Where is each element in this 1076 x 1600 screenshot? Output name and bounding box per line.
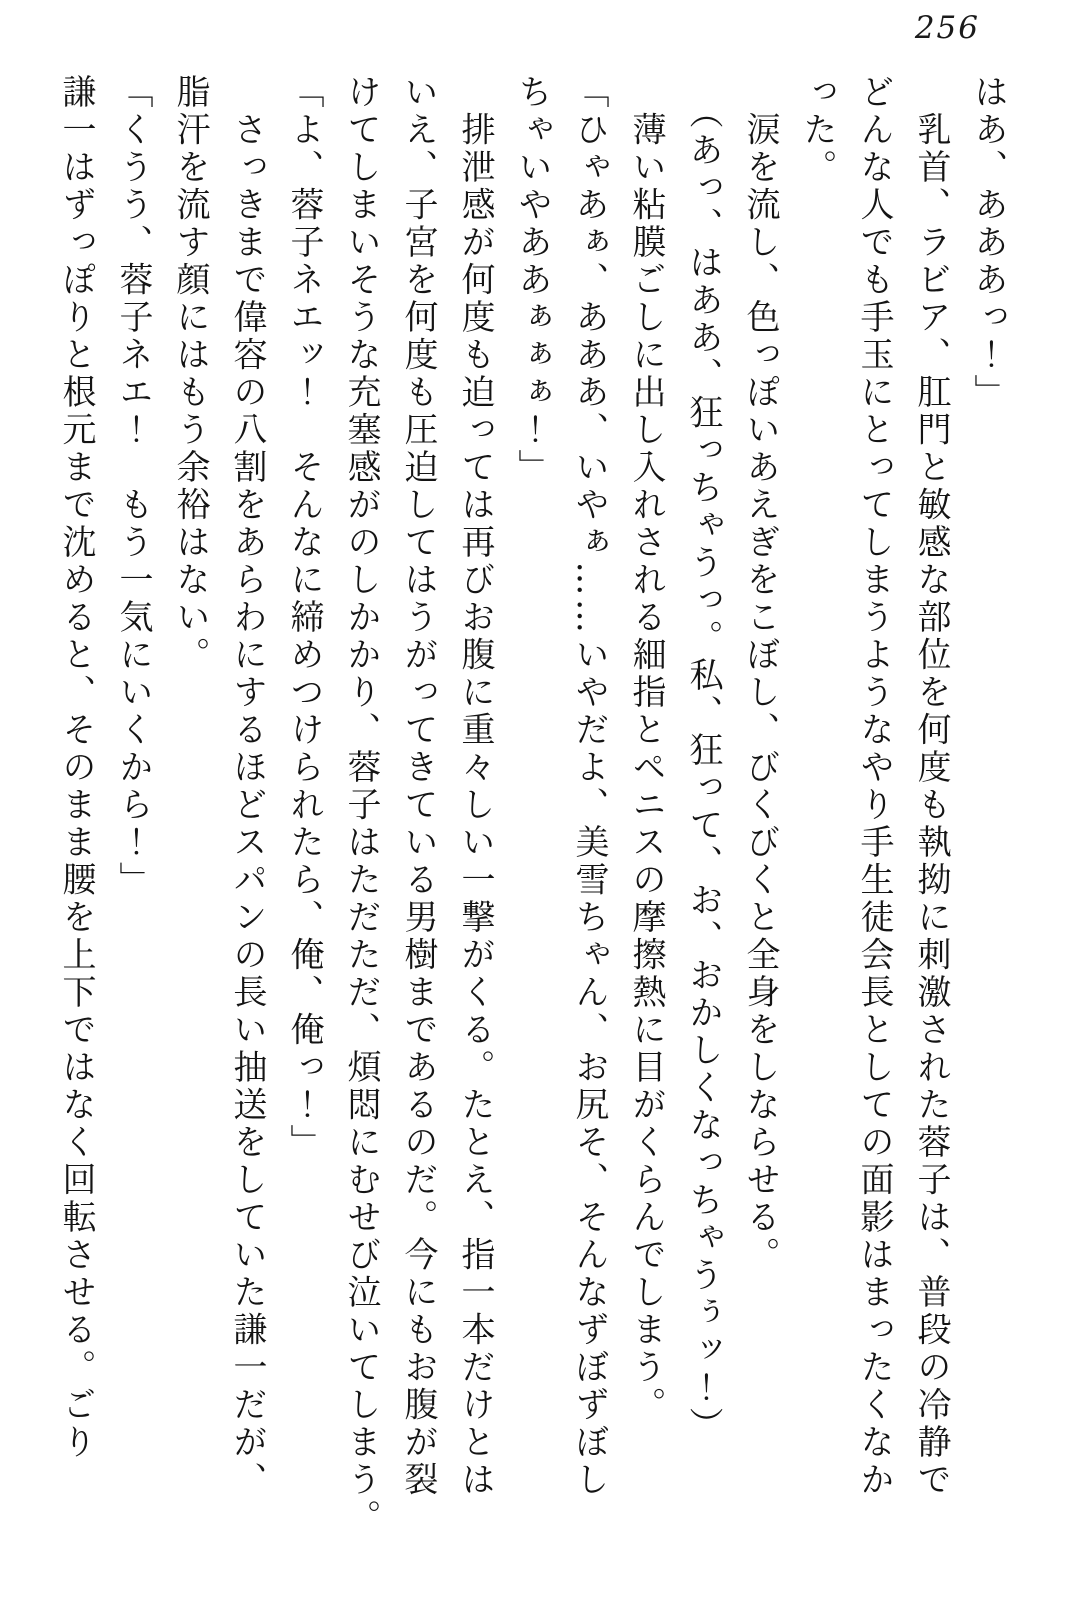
- text-line: ちゃいやああぁぁぁ！」: [512, 74, 552, 487]
- text-line: 「よ、蓉子ネエッ！ そんなに締めつけられたら、俺、俺っ！」: [284, 74, 324, 1162]
- page-number: 256: [914, 10, 980, 46]
- text-line: 涙を流し、色っぽいあえぎをこぼし、びくびくと全身をしならせる。: [740, 74, 780, 1274]
- text-block: [47, 74, 1016, 1536]
- text-line: けてしまいそうな充塞感がのしかかり、蓉子はただただ、煩悶にむせび泣いてしまう。: [341, 74, 381, 1537]
- text-line: 脂汗を流す顔にはもう余裕はない。: [170, 74, 210, 674]
- text-line: いえ、子宮を何度も圧迫してはうがってきている男樹まであるのだ。今にもお腹が裂: [398, 74, 438, 1499]
- text-line: った。: [797, 74, 837, 187]
- text-line: 「くうう、蓉子ネエ！ もう一気にいくから！」: [113, 74, 153, 899]
- text-line: 「ひゃあぁ、あああ、いやぁ……いやだよ、美雪ちゃん、お尻そ、そんなずぼずぼし: [569, 74, 609, 1499]
- text-line: 乳首、ラビア、肛門と敏感な部位を何度も執拗に刺激された蓉子は、普段の冷静で: [911, 74, 951, 1499]
- text-line: 排泄感が何度も迫っては再びお腹に重々しい一撃がくる。たとえ、指一本だけとは: [455, 74, 495, 1499]
- text-line: さっきまで偉容の八割をあらわにするほどスパンの長い抽送をしていた謙一だが、: [227, 74, 267, 1499]
- text-line: どんな人でも手玉にとってしまうようなやり手生徒会長としての面影はまったくなか: [854, 74, 894, 1499]
- text-line: はあ、あああっ！」: [968, 74, 1008, 412]
- text-line: 謙一はずっぽりと根元まで沈めると、そのまま腰を上下ではなく回転させる。ごり: [56, 74, 96, 1462]
- text-line: 薄い粘膜ごしに出し入れされる細指とペニスの摩擦熱に目がくらんでしまう。: [626, 74, 666, 1424]
- text-line: （あっ、はああ、狂っちゃうっ。私、狂って、お、おかしくなっちゃうぅッ！）: [683, 74, 723, 1445]
